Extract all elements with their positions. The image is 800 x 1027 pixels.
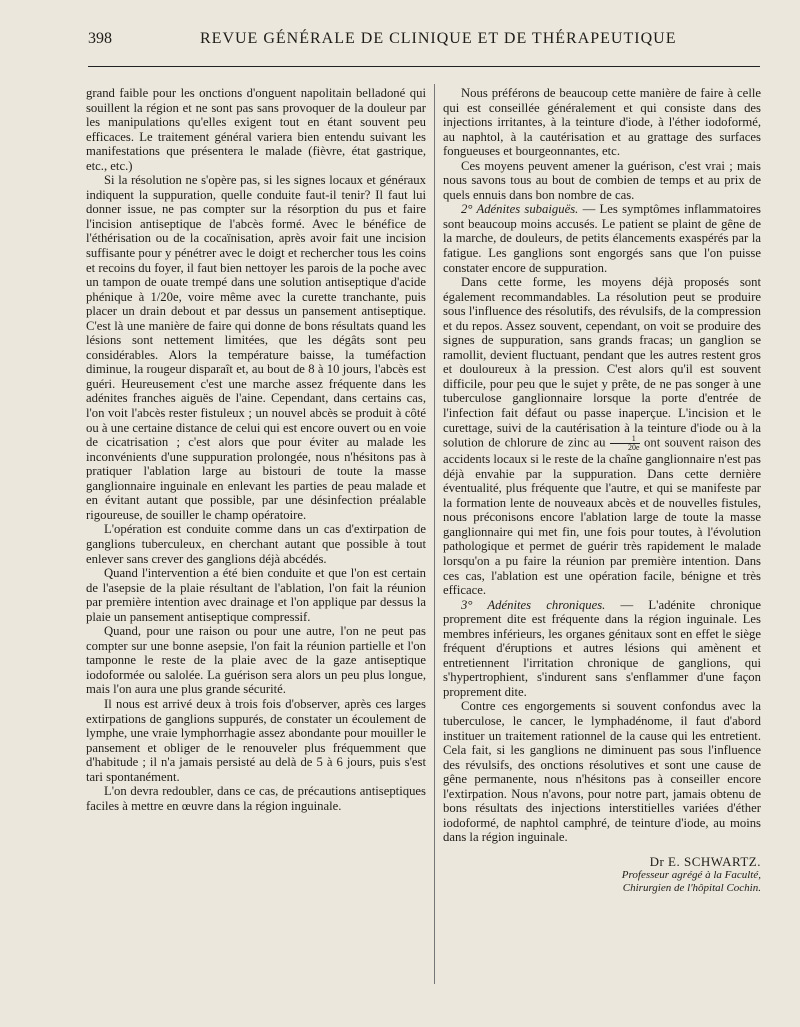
section-body: — Les symptômes inflammatoires sont beaucoup moins accusés. Le patient se plaint de gêne de la marche, de douleurs, de petits élancements exaspérés par la fatigue. Les ganglions sont engorgés sans que l'on puisse constater encore de suppuration. bbox=[443, 202, 761, 275]
fraction-numerator: 1 bbox=[610, 435, 640, 444]
page-number: 398 bbox=[88, 30, 112, 47]
paragraph: Il nous est arrivé deux à trois fois d'observer, après ces larges extirpations de ganglions suppurés, de constater un écoulement de lymphe, une vraie lymphorrhagie assez abondante pour mouiller le pansement et obliger de le renouveler plus fréquemment que d'habitude ; il n'a jamais persisté au delà de 5 à 6 jours, puis s'est tari spontanément. bbox=[86, 696, 426, 784]
fraction-denominator: 20e bbox=[627, 443, 640, 453]
paragraph-text: Dans cette forme, les moyens déjà proposés sont également recommandables. La résolution peut se produire sous l'influence des résolutifs, des révulsifs, de la compression et du repos. Assez souvent, cependant, on voit se produire des signes de suppuration, sans grands fracas; un ganglion se ramollit, devient fluctuant, pendant que les autres restent gros et douloureux à la pression. C'est alors qu'il est souvent difficile, pour peu que le sujet y prête, de ne pas songer à une tuberculose ganglionnaire lorsque la porte d'entrée de l'infection fait défaut ou passe inaperçue. L'incision et le curettage, suivi de la cautérisation à la teinture d'iode ou à la solution de chlorure de zinc au bbox=[443, 275, 761, 450]
paragraph: L'opération est conduite comme dans un cas d'extirpation de ganglions tuberculeux, en cherchant autant que possible à tout enlever sans crever des ganglions déjà abcédés. bbox=[86, 522, 426, 566]
fraction bbox=[610, 435, 640, 452]
right-column bbox=[443, 86, 761, 895]
paragraph: Quand, pour une raison ou pour une autre, l'on ne peut pas compter sur une bonne asepsie, l'on fait la réunion partielle et l'on tamponne le reste de la plaie avec de la gaze antiseptique iodoformée ou salolée. La guérison sera alors un peu plus longue, mais l'on aura une plus grande sécurité. bbox=[86, 624, 426, 697]
header-rule bbox=[88, 66, 760, 67]
section-subacute bbox=[443, 202, 761, 275]
author-title: Professeur agrégé à la Faculté, bbox=[621, 869, 761, 882]
section-body: — L'adénite chronique proprement dite est fréquente dans la région inguinale. Les membres inférieurs, les organes génitaux sont en effet le siège fréquent d'éruptions et autres lésions qui amènent et entretiennent l'irritation chronique de ganglions, qui s'hypertrophient, s'indurent sans s'enflammer d'une façon proprement dite. bbox=[443, 597, 761, 699]
paragraph: grand faible pour les onctions d'onguent napolitain belladoné qui souillent la région et ne sont pas sans provoquer de la douleur par les manipulations qu'elles exigent tout en étant souvent peu efficaces. Le traitement général variera bien entendu suivant les manifestations que présentera le malade (fièvre, état gastrique, etc., etc.) bbox=[86, 86, 426, 173]
signature-block bbox=[443, 855, 761, 896]
paragraph: L'on devra redoubler, dans ce cas, de précautions antiseptiques faciles à mettre en œuvre dans la région inguinale. bbox=[86, 784, 426, 813]
section-heading: 3° Adénites chroniques. bbox=[461, 597, 606, 612]
paragraph: Nous préférons de beaucoup cette manière de faire à celle qui est conseillée généralement et qui consiste dans des injections irritantes, à la teinture d'iode, à l'éther iodoformé, au naphtol, à la cautérisation et au grattage des surfaces fongueuses et bourgeonnantes, etc. bbox=[443, 86, 761, 159]
paragraph: Contre ces engorgements si souvent confondus avec la tuberculose, le cancer, le lymphadénome, il faut d'abord instituer un traitement rationnel de la cause qui les entretient. Cela fait, si les ganglions ne diminuent pas sous l'influence des révulsifs, des onctions résolutives et sont une cause de gêne permanente, nous n'hésitons pas à conseiller encore l'extirpation. Nous n'avons, pour notre part, jamais obtenu de bons résultats des injections interstitielles variées d'éther iodoformé, de naphtol camphré, de teinture d'iode, au moins dans la région inguinale. bbox=[443, 699, 761, 845]
paragraph: Si la résolution ne s'opère pas, si les signes locaux et généraux indiquent la suppuration, quelle conduite faut-il tenir? Il faut lui donner issue, ne pas compter sur la résorption du pus et faire l'incision antiseptique de l'abcès formé. Avec le bénéfice de l'éthérisation ou de la cocaïnisation, après avoir fait une incision suffisante pour y pénétrer avec le doigt et rechercher tous les coins et recoins du foyer, il faut bien nettoyer les parois de la poche avec un tampon de ouate trempé dans une solution antiseptique d'acide phénique à 1/20e, voire même avec la curette tranchante, puis placer un drain debout et par dessus un pansement antiseptique. C'est là une manière de faire qui donne de bons résultats quand les lésions sont nettement limitées, que les dégâts sont peu considérables. Alors la température baisse, la tuméfaction diminue, la rougeur disparaît et, au bout de 8 à 10 jours, l'abcès est guéri. Heureusement c'est une marche assez fréquente dans les adénites franches aiguës de l'aine. Cependant, dans certains cas, l'on voit l'abcès rester fistuleux ; un nouvel abcès se produit à côté ou à une certaine distance de celui qui est encore ouvert ou en voie de cicatrisation ; c'est alors que pour éviter au malade les inconvénients d'une suppuration prolongée, nous n'hésitons pas à pratiquer l'ablation large au bistouri de toute la masse ganglionnaire inguinale en enlevant les parties de peau malade et en évitant autant que possible, par une désinfection préalable rigoureuse, de souiller le champ opératoire. bbox=[86, 173, 426, 522]
paragraph: Ces moyens peuvent amener la guérison, c'est vrai ; mais nous savons tous au bout de combien de temps et au prix de quels ennuis dans bon nombre de cas. bbox=[443, 158, 761, 202]
running-head-title: REVUE GÉNÉRALE DE CLINIQUE ET DE THÉRAPEUTIQUE bbox=[200, 30, 677, 47]
column-divider bbox=[434, 84, 435, 984]
section-heading: 2° Adénites subaiguës. bbox=[461, 202, 579, 217]
running-header bbox=[88, 30, 768, 56]
paragraph: Quand l'intervention a été bien conduite et que l'on est certain de l'asepsie de la plaie résultant de l'ablation, l'on fait la réunion par première intention avec drainage et l'on applique par dessus la plaie un pansement antiseptique compressif. bbox=[86, 566, 426, 624]
author-affiliation: Chirurgien de l'hôpital Cochin. bbox=[622, 882, 761, 895]
section-chronic bbox=[443, 598, 761, 700]
paragraph-text: ont souvent raison des accidents locaux si le reste de la chaîne ganglionnaire n'est pas déjà envahie par la suppuration. Dans cette dernière éventualité, plus fréquente que l'autre, et qui se manifeste par la formation lente de nouveaux abcès et de nouvelles fistules, nous préconisons encore l'ablation large de toute la masse ganglionnaire qui met fin, une fois pour toutes, à l'évolution pathologique et permet de guérir très rapidement le malade lorsqu'on a pu faire la réunion par première intention. Dans ces cas, l'ablation est une opération facile, bénigne et très efficace. bbox=[443, 435, 761, 598]
author-name: Dr E. SCHWARTZ. bbox=[649, 853, 761, 869]
paragraph bbox=[443, 275, 761, 597]
left-column bbox=[86, 86, 426, 813]
